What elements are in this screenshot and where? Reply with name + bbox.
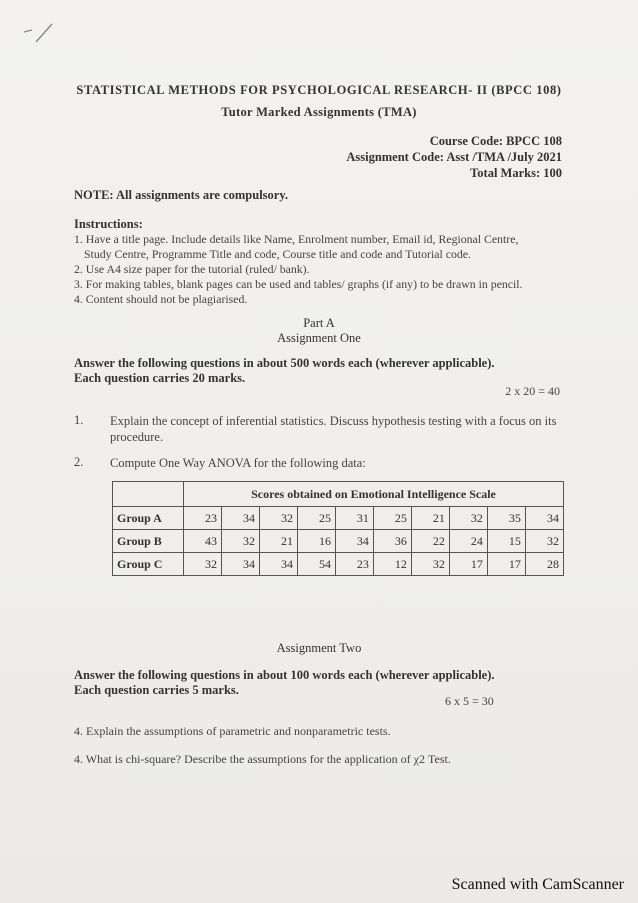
document-title: STATISTICAL METHODS FOR PSYCHOLOGICAL RESEARCH- II (BPCC 108) [76,83,562,97]
score-cell: 34 [221,507,259,530]
instruction-item: 1. Have a title page. Include details like Name, Enrolment number, Email id, Regional Centre, [74,232,519,246]
question-line: Explain the concept of inferential statistics. Discuss hypothesis testing with a focus on its [110,414,557,428]
table-row [113,507,564,530]
instruction-item: 3. For making tables, blank pages can be used and tables/ graphs (if any) to be drawn in pencil. [74,277,523,291]
score-cell: 34 [259,553,297,576]
score-cell: 23 [335,553,373,576]
question-line: procedure. [110,430,164,444]
document-subtitle: Tutor Marked Assignments (TMA) [221,105,417,119]
assignment-code: Assignment Code: Asst /TMA /July 2021 [346,150,562,164]
directions-line: Answer the following questions in about 500 words each (wherever applicable). [74,356,495,370]
score-cell: 54 [297,553,335,576]
score-cell: 32 [184,553,222,576]
score-cell: 24 [449,530,487,553]
score-cell: 25 [373,507,411,530]
score-cell: 32 [259,507,297,530]
score-cell: 35 [487,507,525,530]
score-cell: 32 [221,530,259,553]
assignment-two-label: Assignment Two [276,641,362,655]
question-number: 2. [74,455,84,469]
score-cell: 21 [259,530,297,553]
question-text: 4. What is chi-square? Describe the assumptions for the application of χ2 Test. [74,752,451,766]
score-cell: 34 [335,530,373,553]
score-cell: 28 [525,553,563,576]
score-cell: 34 [221,553,259,576]
instruction-item: 4. Content should not be plagiarised. [74,292,248,306]
score-cell: 17 [449,553,487,576]
score-cell: 31 [335,507,373,530]
assignment-one-label: Assignment One [277,331,361,345]
group-label: Group B [113,530,184,553]
score-cell: 32 [449,507,487,530]
score-cell: 21 [411,507,449,530]
group-label: Group A [113,507,184,530]
assignment-one-marks: 2 x 20 = 40 [505,384,560,398]
group-label: Group C [113,553,184,576]
assignment-two-marks: 6 x 5 = 30 [445,694,494,708]
question-text [110,413,556,445]
directions-line: Each question carries 20 marks. [74,371,246,385]
scanner-watermark: Scanned with CamScanner [451,876,624,893]
score-cell: 25 [297,507,335,530]
score-cell: 32 [411,553,449,576]
instruction-item: 2. Use A4 size paper for the tutorial (ruled/ bank). [74,262,310,276]
table-corner-cell [113,482,184,507]
score-cell: 43 [184,530,222,553]
score-cell: 32 [525,530,563,553]
instructions-heading: Instructions: [74,217,143,231]
instructions-list [74,232,574,307]
score-cell: 16 [297,530,335,553]
assignment-one-directions [74,356,495,386]
question-text: Compute One Way ANOVA for the following data: [110,456,366,470]
directions-line: Answer the following questions in about 100 words each (wherever applicable). [74,668,495,682]
instruction-item: Study Centre, Programme Title and code, Course title and code and Tutorial code. [84,247,471,261]
course-codes [346,133,562,181]
score-cell: 23 [184,507,222,530]
question-number: 1. [74,413,84,427]
pen-mark [18,20,58,50]
table-row [113,530,564,553]
note: NOTE: All assignments are compulsory. [74,188,289,202]
score-cell: 36 [373,530,411,553]
score-cell: 34 [525,507,563,530]
directions-line: Each question carries 5 marks. [74,683,239,697]
table-row [113,553,564,576]
score-cell: 15 [487,530,525,553]
part-a-label: Part A [303,316,335,330]
table-caption: Scores obtained on Emotional Intelligence Scale [184,482,564,507]
question-text: 4. Explain the assumptions of parametric and nonparametric tests. [74,724,391,738]
scores-table [112,481,564,576]
score-cell: 17 [487,553,525,576]
course-code: Course Code: BPCC 108 [429,134,562,148]
assignment-two-directions [74,668,495,698]
table-header-row [113,482,564,507]
score-cell: 22 [411,530,449,553]
total-marks: Total Marks: 100 [470,166,562,180]
score-cell: 12 [373,553,411,576]
